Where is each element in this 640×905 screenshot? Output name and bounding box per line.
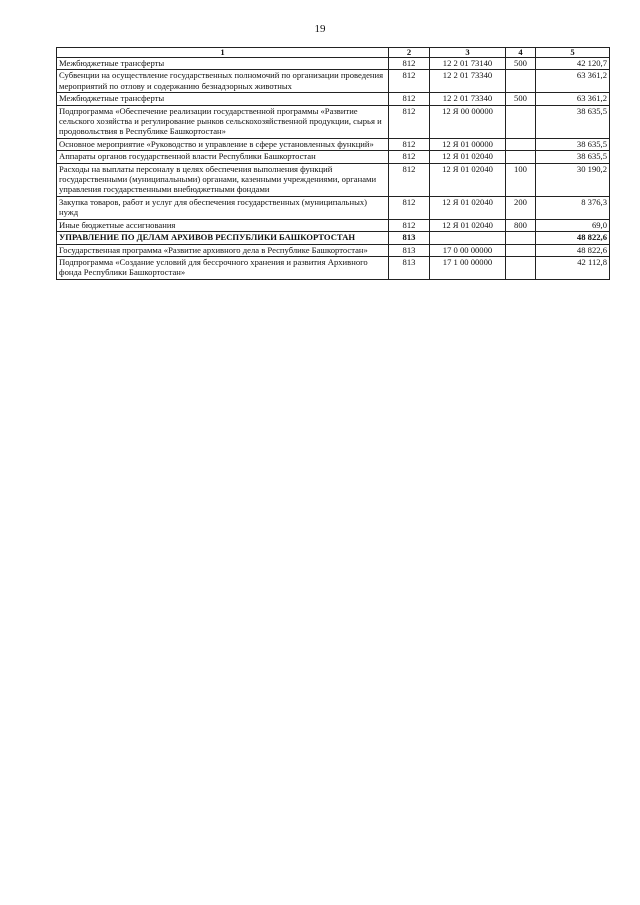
row-target-article: 12 Я 01 00000: [430, 138, 506, 150]
row-expense-type: 500: [506, 93, 536, 105]
header-col-1: 1: [57, 48, 389, 58]
table-body: [57, 58, 610, 280]
header-col-4: 4: [506, 48, 536, 58]
table-header-row: [57, 48, 610, 58]
row-sum: 42 112,8: [536, 256, 610, 279]
row-name: Иные бюджетные ассигнования: [57, 219, 389, 231]
row-expense-type: [506, 256, 536, 279]
table-row: [57, 93, 610, 105]
table-row: [57, 105, 610, 138]
header-col-3: 3: [430, 48, 506, 58]
row-target-article: 12 2 01 73340: [430, 70, 506, 93]
row-sum: 42 120,7: [536, 58, 610, 70]
table-row: [57, 244, 610, 256]
row-target-article: 12 Я 00 00000: [430, 105, 506, 138]
row-sum: 8 376,3: [536, 196, 610, 219]
table-row: [57, 219, 610, 231]
row-ved-code: 812: [389, 58, 430, 70]
row-name: Основное мероприятие «Руководство и управление в сфере установленных функций»: [57, 138, 389, 150]
row-target-article: 17 0 00 00000: [430, 244, 506, 256]
row-expense-type: 100: [506, 163, 536, 196]
row-ved-code: 813: [389, 244, 430, 256]
row-sum: 48 822,6: [536, 232, 610, 244]
row-target-article: 12 Я 01 02040: [430, 163, 506, 196]
row-target-article: 17 1 00 00000: [430, 256, 506, 279]
page-number: 19: [314, 23, 326, 35]
row-ved-code: 813: [389, 256, 430, 279]
row-name: Субвенции на осуществление государственных полномочий по организации проведения мероприятий по отлову и содержанию безнадзорных животных: [57, 70, 389, 93]
row-expense-type: 500: [506, 58, 536, 70]
row-sum: 38 635,5: [536, 105, 610, 138]
header-col-2: 2: [389, 48, 430, 58]
table-row: [57, 58, 610, 70]
row-target-article: 12 2 01 73140: [430, 58, 506, 70]
table-row: [57, 70, 610, 93]
row-name: Межбюджетные трансферты: [57, 58, 389, 70]
row-ved-code: 812: [389, 138, 430, 150]
row-name: УПРАВЛЕНИЕ ПО ДЕЛАМ АРХИВОВ РЕСПУБЛИКИ БАШКОРТОСТАН: [57, 232, 389, 244]
row-sum: 38 635,5: [536, 151, 610, 163]
row-sum: 63 361,2: [536, 93, 610, 105]
table-row: [57, 138, 610, 150]
row-expense-type: [506, 151, 536, 163]
row-ved-code: 812: [389, 219, 430, 231]
row-sum: 63 361,2: [536, 70, 610, 93]
row-ved-code: 812: [389, 163, 430, 196]
row-target-article: 12 Я 01 02040: [430, 151, 506, 163]
row-expense-type: [506, 138, 536, 150]
row-name: Расходы на выплаты персоналу в целях обеспечения выполнения функций государственными (муниципальными) органами, казенными учреждениями, органами управления государственными внебюджетными фондами: [57, 163, 389, 196]
row-sum: 30 190,2: [536, 163, 610, 196]
header-col-5: 5: [536, 48, 610, 58]
row-ved-code: 812: [389, 93, 430, 105]
row-expense-type: 200: [506, 196, 536, 219]
row-sum: 38 635,5: [536, 138, 610, 150]
table-row: [57, 232, 610, 244]
row-target-article: 12 Я 01 02040: [430, 196, 506, 219]
row-ved-code: 812: [389, 105, 430, 138]
row-target-article: 12 2 01 73340: [430, 93, 506, 105]
row-name: Межбюджетные трансферты: [57, 93, 389, 105]
table-row: [57, 151, 610, 163]
row-expense-type: [506, 232, 536, 244]
row-sum: 69,0: [536, 219, 610, 231]
row-name: Государственная программа «Развитие архивного дела в Республике Башкортостан»: [57, 244, 389, 256]
row-ved-code: 812: [389, 70, 430, 93]
table-row: [57, 256, 610, 279]
row-expense-type: [506, 105, 536, 138]
row-ved-code: 812: [389, 196, 430, 219]
row-name: Подпрограмма «Обеспечение реализации государственной программы «Развитие сельского хозяйства и регулирование рынков сельскохозяйственной продукции, сырья и продовольствия в Республике Башкортостан»: [57, 105, 389, 138]
row-name: Закупка товаров, работ и услуг для обеспечения государственных (муниципальных) нужд: [57, 196, 389, 219]
budget-table: [56, 47, 610, 280]
row-name: Подпрограмма «Создание условий для бессрочного хранения и развития Архивного фонда Республики Башкортостан»: [57, 256, 389, 279]
row-expense-type: 800: [506, 219, 536, 231]
row-target-article: 12 Я 01 02040: [430, 219, 506, 231]
row-ved-code: 812: [389, 151, 430, 163]
row-name: Аппараты органов государственной власти Республики Башкортостан: [57, 151, 389, 163]
row-sum: 48 822,6: [536, 244, 610, 256]
row-ved-code: 813: [389, 232, 430, 244]
table-row: [57, 163, 610, 196]
row-expense-type: [506, 70, 536, 93]
table-row: [57, 196, 610, 219]
row-target-article: [430, 232, 506, 244]
row-expense-type: [506, 244, 536, 256]
